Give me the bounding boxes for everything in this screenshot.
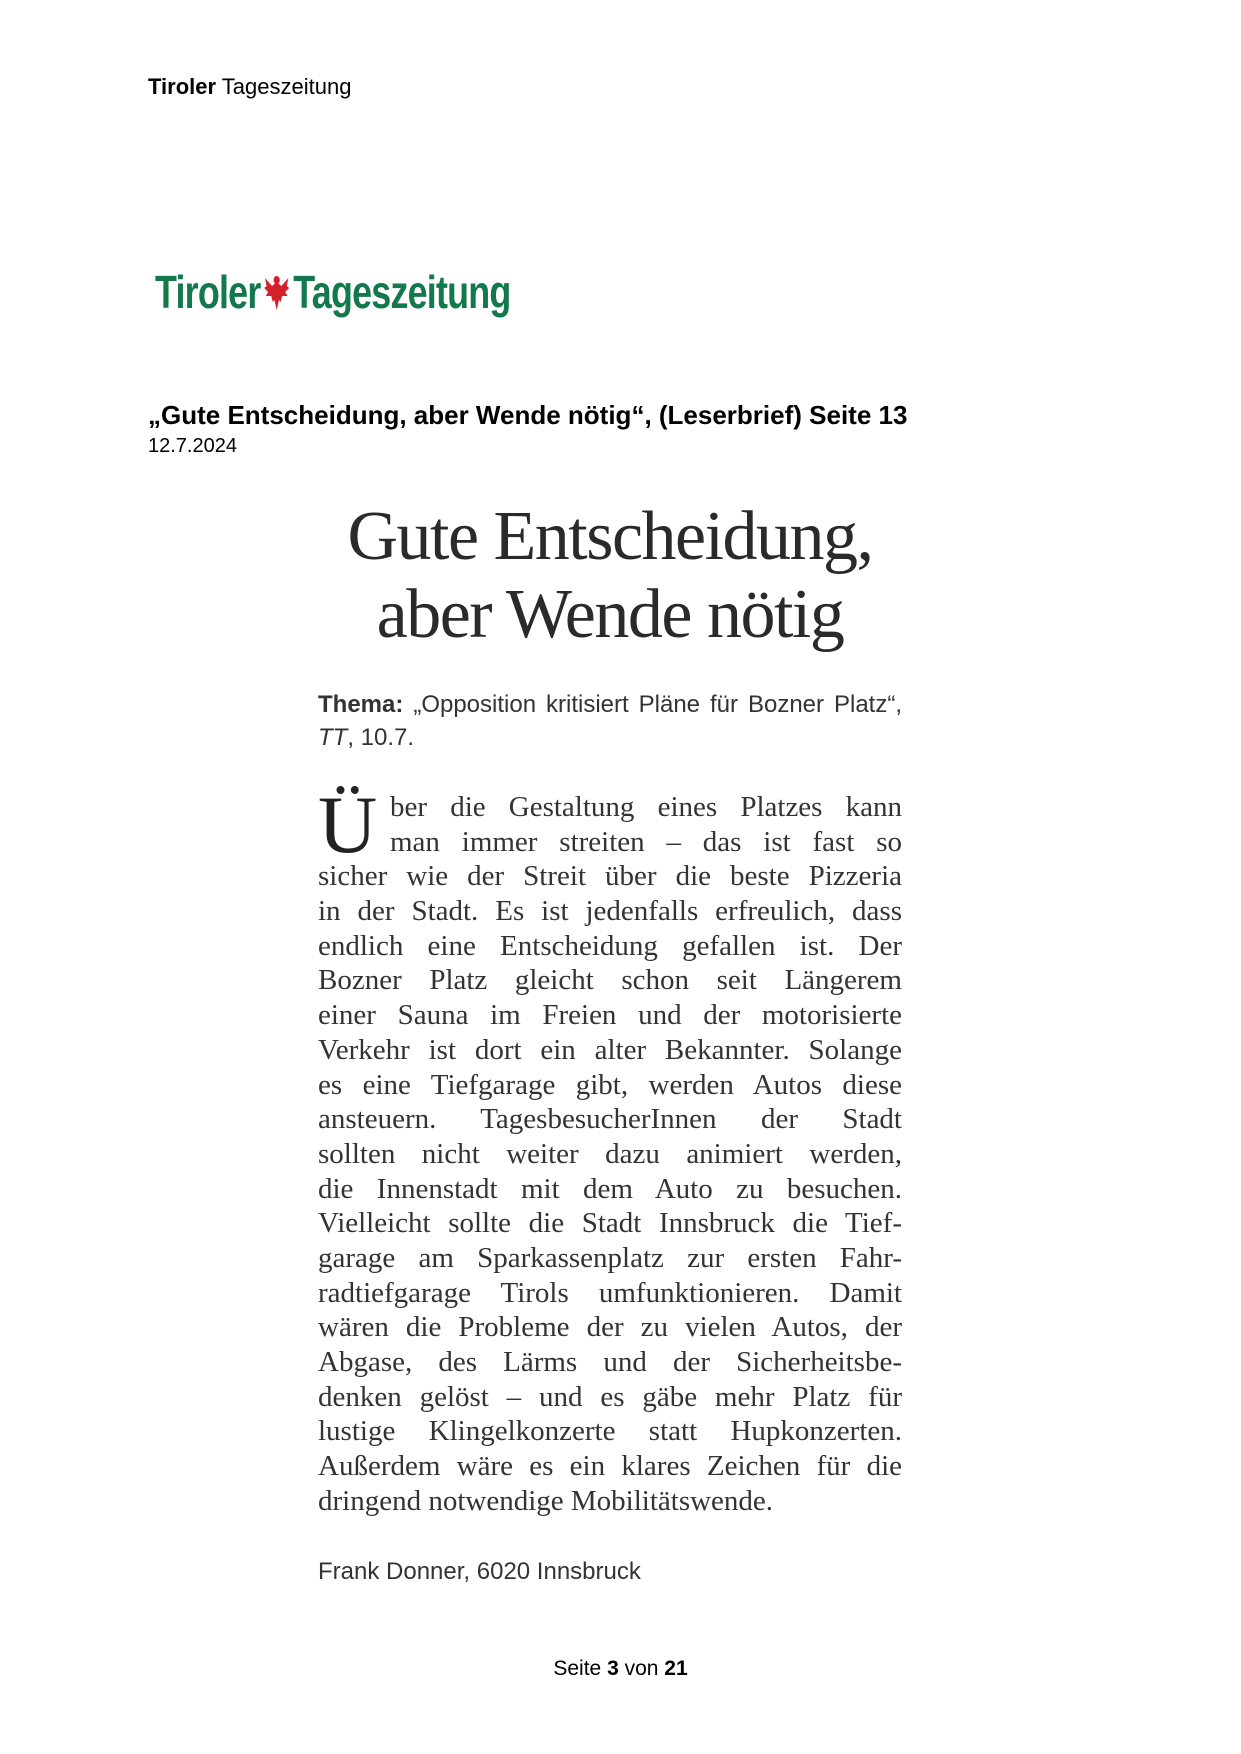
- newspaper-logo: [155, 262, 511, 322]
- topic-source: TT: [318, 724, 348, 751]
- drop-cap: Ü: [318, 779, 378, 870]
- body-line: man immer streiten – das ist fast so: [390, 825, 902, 858]
- tyrolean-eagle-icon: [264, 272, 291, 312]
- body-line: Außerdem wäre es ein klares Zeichen für die: [318, 1450, 902, 1483]
- body-line: garage am Sparkassenplatz zur ersten Fahr-: [318, 1241, 902, 1274]
- body-line: lustige Klingelkonzerte statt Hupkonzerten.: [318, 1415, 902, 1448]
- header-brand-rest: Tageszeitung: [221, 74, 352, 99]
- headline: [300, 498, 920, 654]
- topic-date: , 10.7.: [347, 724, 415, 751]
- body-line: sicher wie der Streit über die beste Pizzeria: [318, 860, 902, 893]
- body-line: Vielleicht sollte die Stadt Innsbruck die Tief-: [318, 1207, 902, 1240]
- topic-text: „Opposition kritisiert Pläne für Bozner Platz“,: [403, 691, 902, 718]
- headline-line: Gute Entscheidung,: [347, 498, 873, 575]
- body-line: ansteuern. TagesbesucherInnen der Stadt: [318, 1103, 902, 1136]
- body-line: einer Sauna im Freien und der motorisierte: [318, 999, 902, 1032]
- body-line: ber die Gestaltung eines Platzes kann: [390, 791, 902, 823]
- document-header: [148, 74, 351, 100]
- article-date: 12.7.2024: [148, 435, 237, 457]
- article-reference-title: „Gute Entscheidung, aber Wende nötig“, (Leserbrief) Seite 13: [148, 400, 908, 430]
- topic-reference: [318, 688, 902, 754]
- body-line: in der Stadt. Es ist jedenfalls erfreulich, dass: [318, 895, 902, 928]
- headline-line: aber Wende nötig: [376, 576, 844, 653]
- body-line: Verkehr ist dort ein alter Bekannter. Solange: [318, 1033, 902, 1066]
- logo-text-right: Tageszeitung: [293, 266, 511, 318]
- page-prefix: Seite: [553, 1657, 608, 1680]
- body-line: denken gelöst – und es gäbe mehr Platz für: [318, 1380, 902, 1413]
- body-line: sollten nicht weiter dazu animiert werden,: [318, 1137, 902, 1170]
- page-middle: von: [618, 1657, 665, 1680]
- topic-label: Thema:: [318, 691, 404, 718]
- body-line: die Innenstadt mit dem Auto zu besuchen.: [318, 1172, 902, 1205]
- body-line: radtiefgarage Tirols umfunktionieren. Damit: [318, 1276, 902, 1309]
- page-number: [0, 1657, 1241, 1681]
- logo-text-left: Tiroler: [155, 266, 261, 318]
- total-pages: 21: [664, 1657, 688, 1680]
- header-brand-bold: Tiroler: [148, 74, 217, 99]
- letter-body: [318, 779, 902, 1518]
- current-page: 3: [607, 1657, 619, 1680]
- author-signature: Frank Donner, 6020 Innsbruck: [318, 1558, 641, 1585]
- body-line: es eine Tiefgarage gibt, werden Autos diese: [318, 1068, 902, 1101]
- body-line: endlich eine Entscheidung gefallen ist. Der: [318, 929, 902, 962]
- body-line: Abgase, des Lärms und der Sicherheitsbe-: [318, 1346, 902, 1378]
- body-line: Bozner Platz gleicht schon seit Längerem: [318, 964, 902, 997]
- body-line: wären die Probleme der zu vielen Autos, der: [318, 1311, 902, 1344]
- body-line: dringend notwendige Mobilitätswende.: [318, 1484, 774, 1517]
